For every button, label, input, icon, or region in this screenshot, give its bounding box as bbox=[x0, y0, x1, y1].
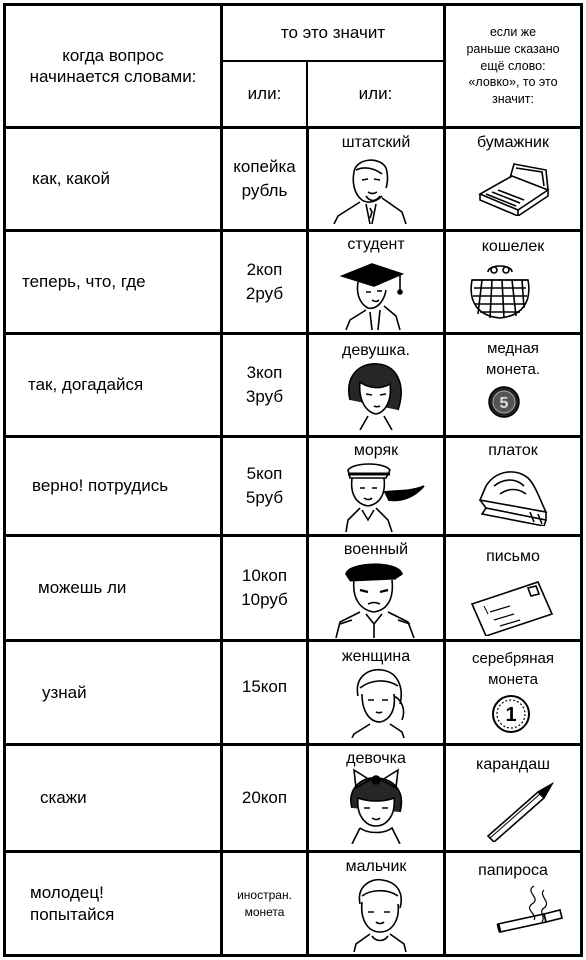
civilian-man-portrait-icon bbox=[330, 152, 410, 224]
person-label: мальчик bbox=[345, 858, 407, 875]
row-phrase: верно! потрудись bbox=[32, 476, 169, 496]
grid-line bbox=[3, 3, 6, 957]
girl-portrait-icon bbox=[340, 360, 408, 430]
object-label: бумажник bbox=[476, 134, 549, 151]
object-label: папироса bbox=[478, 862, 548, 879]
row-value: иностран. монета bbox=[237, 887, 292, 919]
row-value: 10коп 10руб bbox=[241, 566, 288, 609]
header-col-or-a: или: bbox=[247, 84, 282, 104]
purse-icon bbox=[464, 262, 536, 322]
pencil-icon bbox=[484, 782, 554, 842]
row-value: 15коп bbox=[241, 677, 288, 697]
silver-coin-1-icon bbox=[491, 694, 531, 734]
header-col-lovko: если же раньше сказано ещё слово: «ловко», то это значит: bbox=[466, 24, 560, 107]
grid-line bbox=[3, 954, 583, 957]
svg-text:1: 1 bbox=[505, 704, 517, 726]
row-phrase: как, какой bbox=[32, 169, 110, 189]
svg-text:5: 5 bbox=[499, 395, 509, 412]
row-phrase: молодец! попытайся bbox=[30, 883, 115, 924]
row-value: 20коп bbox=[241, 788, 288, 808]
person-label: моряк bbox=[353, 442, 399, 459]
student-portrait-icon bbox=[336, 254, 408, 330]
letter-icon bbox=[470, 578, 554, 636]
person-label: девушка. bbox=[342, 342, 410, 359]
row-phrase: так, догадайся bbox=[28, 375, 144, 395]
boy-portrait-icon bbox=[350, 878, 408, 952]
person-label: военный bbox=[343, 541, 409, 558]
header-col-phrase: когда вопрос начинается словами: bbox=[29, 45, 197, 86]
person-label: девочка bbox=[346, 750, 406, 767]
person-label: штатский bbox=[341, 134, 411, 151]
copper-coin-5-icon bbox=[487, 385, 521, 419]
person-label: женщина bbox=[341, 648, 411, 665]
object-label: медная монета. bbox=[486, 340, 540, 378]
row-phrase: узнай bbox=[42, 682, 87, 702]
cigarette-icon bbox=[494, 880, 566, 940]
handkerchief-icon bbox=[476, 464, 550, 526]
row-phrase: теперь, что, где bbox=[22, 272, 146, 292]
soldier-portrait-icon bbox=[332, 560, 418, 638]
row-value: копейка рубль bbox=[233, 157, 296, 200]
object-label: карандаш bbox=[476, 756, 550, 773]
person-label: студент bbox=[347, 236, 405, 253]
woman-portrait-icon bbox=[346, 666, 408, 738]
row-value: 2коп 2руб bbox=[245, 260, 284, 303]
little-girl-portrait-icon bbox=[342, 768, 412, 844]
object-label: серебряная монета bbox=[472, 650, 554, 688]
header-col-means: то это значит bbox=[280, 23, 386, 43]
row-value: 5коп 5руб bbox=[245, 464, 284, 507]
row-phrase: можешь ли bbox=[38, 578, 127, 598]
row-phrase: скажи bbox=[40, 788, 87, 808]
sailor-portrait-icon bbox=[340, 462, 426, 532]
object-label: письмо bbox=[486, 548, 540, 565]
row-value: 3коп 3руб bbox=[245, 363, 284, 406]
object-label: платок bbox=[488, 442, 538, 459]
object-label: кошелек bbox=[481, 238, 545, 255]
wallet-icon bbox=[476, 160, 552, 216]
header-col-or-b: или: bbox=[358, 84, 393, 104]
grid-line bbox=[580, 3, 583, 957]
